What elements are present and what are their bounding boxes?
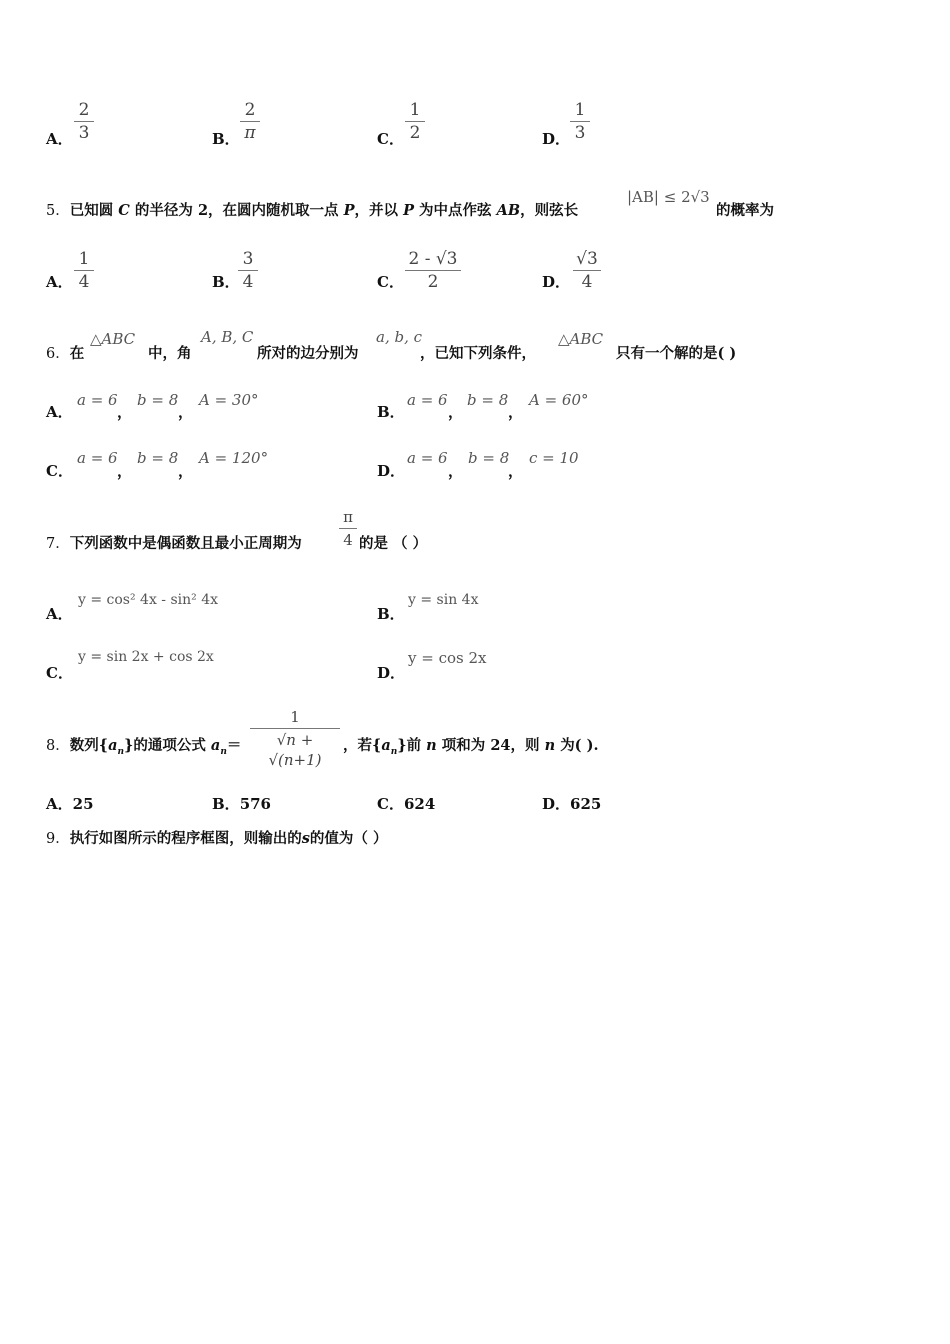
q5-option-d-letter: D． bbox=[542, 273, 571, 291]
q4-option-b-fraction: 2 π bbox=[240, 100, 260, 143]
q7-stem-start: 7．下列函数中是偶函数且最小正周期为 bbox=[46, 535, 302, 552]
q6-option-d-part1: a = 6 bbox=[407, 449, 448, 467]
q7-option-c-formula: y = sin 2x + cos 2x bbox=[78, 649, 214, 665]
q6-option-c-part1: a = 6 bbox=[77, 449, 118, 467]
q6-option-b-part3: A = 60° bbox=[529, 391, 589, 409]
q6-triangle-1: △ABC bbox=[90, 330, 136, 348]
q6-option-d-sep1: ， bbox=[448, 462, 464, 480]
q7-option-d-formula: y = cos 2x bbox=[408, 649, 487, 667]
q4-option-d-fraction: 1 3 bbox=[570, 100, 590, 143]
q6-sides: a, b, c bbox=[376, 328, 423, 346]
q5-option-d-fraction: √3 4 bbox=[573, 249, 601, 292]
q6-stem-4: ，已知下列条件， bbox=[420, 345, 536, 362]
q6-option-a-part3: A = 30° bbox=[199, 391, 259, 409]
q6-option-d-letter: D． bbox=[377, 462, 406, 480]
q6-stem-5: 只有一个解的是( ) bbox=[616, 345, 737, 362]
q6-option-b-sep1: ， bbox=[448, 403, 464, 421]
q5-option-b-letter: B． bbox=[212, 273, 240, 291]
q4-option-c-letter: C． bbox=[377, 130, 404, 148]
q6-option-d-part3: c = 10 bbox=[529, 449, 579, 467]
q4-option-a-fraction: 2 3 bbox=[74, 100, 94, 143]
q8-option-d: D．625 bbox=[542, 795, 602, 813]
q6-option-c-part3: A = 120° bbox=[199, 449, 269, 467]
q4-option-c-fraction: 1 2 bbox=[405, 100, 425, 143]
q6-option-c-sep2: ， bbox=[178, 462, 194, 480]
q6-option-a-sep2: ， bbox=[178, 403, 194, 421]
q5-option-a-fraction: 1 4 bbox=[74, 249, 94, 292]
q6-triangle-2: △ABC bbox=[558, 330, 604, 348]
q5-option-c-fraction: 2 - √3 2 bbox=[405, 249, 461, 292]
q6-option-a-letter: A． bbox=[46, 403, 73, 421]
q8-stem-end: ，若$\{a_n\}$前 n 项和为 24，则 n 为( ). bbox=[343, 737, 599, 757]
q7-option-a-letter: A． bbox=[46, 605, 73, 623]
q8-option-c: C．624 bbox=[377, 795, 436, 813]
q5-stem-end: 的概率为 bbox=[716, 202, 774, 219]
q4-option-d-letter: D． bbox=[542, 130, 571, 148]
q6-option-d-sep2: ， bbox=[508, 462, 524, 480]
q5-option-b-fraction: 3 4 bbox=[238, 249, 258, 292]
q4-option-b-letter: B． bbox=[212, 130, 240, 148]
q7-stem-end: 的是 （ ） bbox=[359, 535, 428, 552]
q9-stem: 9．执行如图所示的程序框图，则输出的s的值为（ ） bbox=[46, 830, 388, 847]
q5-chord-condition: |AB| ≤ 2√3 bbox=[627, 188, 710, 206]
q6-option-a-sep1: ， bbox=[117, 403, 133, 421]
q6-angles: A, B, C bbox=[201, 328, 254, 346]
q6-option-a-part1: a = 6 bbox=[77, 391, 118, 409]
q6-option-b-letter: B． bbox=[377, 403, 405, 421]
q6-stem-3: 所对的边分别为 bbox=[257, 345, 359, 362]
q6-stem-2: 中，角 bbox=[148, 345, 192, 362]
q8-option-a: A．25 bbox=[46, 795, 94, 813]
q7-option-c-letter: C． bbox=[46, 664, 73, 682]
q6-option-c-sep1: ， bbox=[117, 462, 133, 480]
q8-formula-fraction: 1 √n + √(n+1) bbox=[250, 707, 340, 770]
q7-option-b-formula: y = sin 4x bbox=[408, 592, 479, 608]
q6-option-b-part1: a = 6 bbox=[407, 391, 448, 409]
q7-period-fraction: π 4 bbox=[339, 507, 357, 550]
q4-option-a-letter: A． bbox=[46, 130, 73, 148]
q6-option-b-part2: b = 8 bbox=[467, 391, 509, 409]
q8-stem-start: 8．数列$\{a_n\}$的通项公式 $a_n=$ bbox=[46, 737, 242, 757]
q5-stem: 5．已知圆 C 的半径为 2，在圆内随机取一点 P，并以 P 为中点作弦 AB，则弦长 bbox=[46, 202, 579, 219]
q6-option-c-letter: C． bbox=[46, 462, 73, 480]
q6-option-b-sep2: ， bbox=[508, 403, 524, 421]
q8-option-b: B．576 bbox=[212, 795, 271, 813]
q6-option-a-part2: b = 8 bbox=[137, 391, 179, 409]
q7-option-d-letter: D． bbox=[377, 664, 406, 682]
q7-option-a-formula: y = cos² 4x - sin² 4x bbox=[78, 592, 219, 608]
q5-option-a-letter: A． bbox=[46, 273, 73, 291]
q6-stem-start: 6．在 bbox=[46, 345, 85, 362]
q6-option-c-part2: b = 8 bbox=[137, 449, 179, 467]
q7-option-b-letter: B． bbox=[377, 605, 405, 623]
q5-option-c-letter: C． bbox=[377, 273, 404, 291]
q6-option-d-part2: b = 8 bbox=[468, 449, 510, 467]
